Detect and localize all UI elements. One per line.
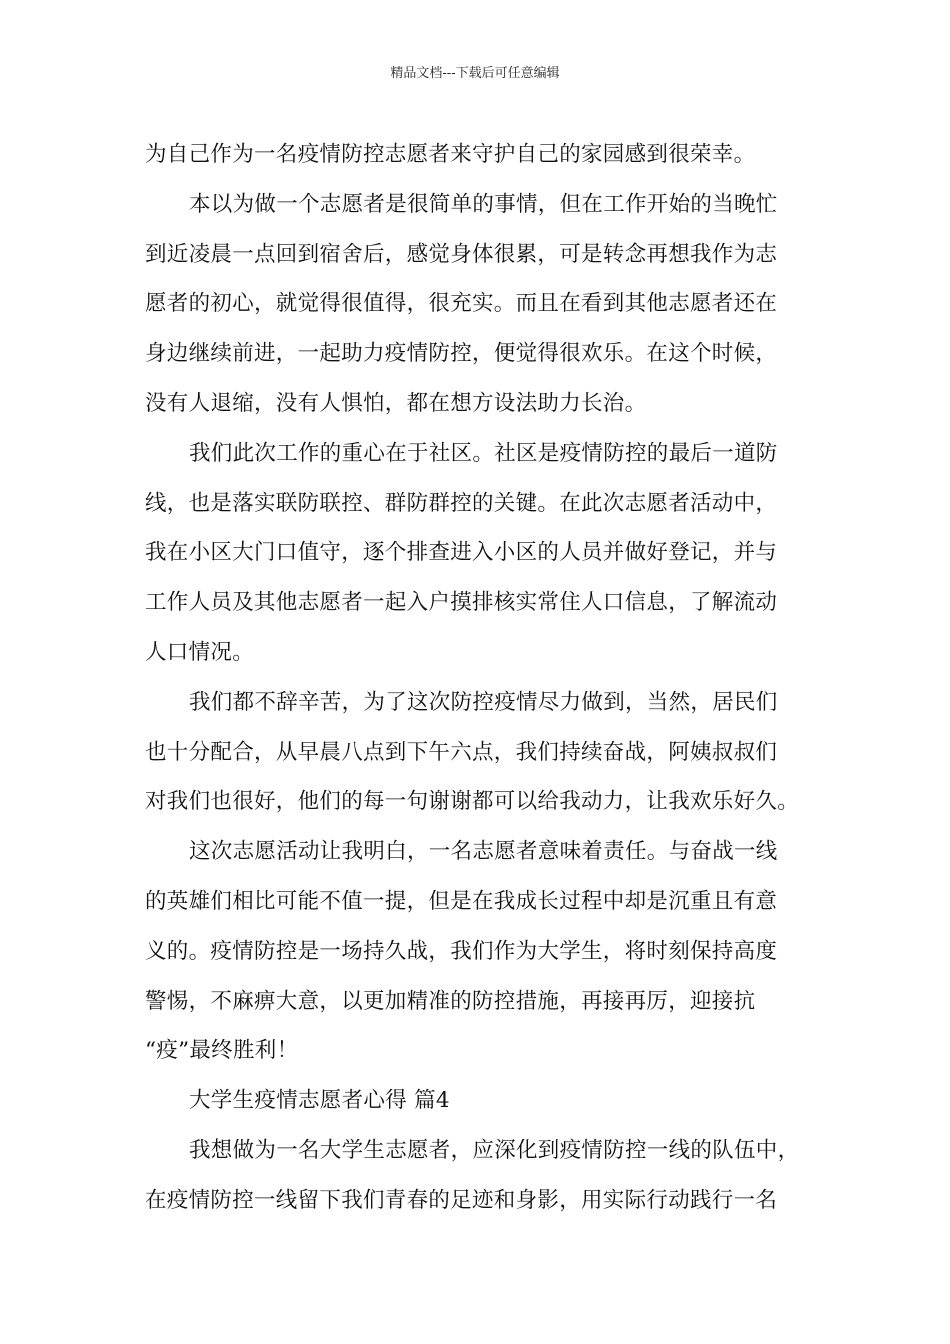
text-line: 我在小区大门口值守，逐个排查进入小区的人员并做好登记，并与 — [145, 540, 778, 566]
text-line: 没有人退缩，没有人惧怕，都在想方设法助力长治。 — [145, 390, 647, 416]
text-line: 线，也是落实联防联控、群防群控的关键。在此次志愿者活动中， — [145, 490, 778, 516]
text-line: 警惕，不麻痹大意，以更加精准的防控措施，再接再厉，迎接抗 — [145, 988, 756, 1014]
text-line: 也十分配合，从早晨八点到下午六点，我们持续奋战，阿姨叔叔们 — [145, 739, 778, 765]
text-line: 这次志愿活动让我明白，一名志愿者意味着责任。与奋战一线 — [189, 839, 778, 865]
text-line: 人口情况。 — [145, 639, 255, 665]
text-line: 对我们也很好，他们的每一句谢谢都可以给我动力，让我欢乐好久。 — [145, 789, 800, 815]
text-line: 愿者的初心，就觉得很值得，很充实。而且在看到其他志愿者还在 — [145, 291, 778, 317]
text-line: 我想做为一名大学生志愿者，应深化到疫情防控一线的队伍中， — [189, 1137, 800, 1163]
text-line: 为自己作为一名疫情防控志愿者来守护自己的家园感到很荣幸。 — [145, 142, 756, 167]
page-header: 精品文档---下载后可任意编辑 — [390, 66, 560, 81]
text-line: 义的。疫情防控是一场持久战，我们作为大学生，将时刻保持高度 — [145, 938, 778, 964]
text-line: “疫”最终胜利！ — [145, 1038, 299, 1064]
document-body — [145, 130, 825, 1226]
section-heading: 大学生疫情志愿者心得 篇4 — [189, 1088, 450, 1114]
text-line: 到近凌晨一点回到宿舍后，感觉身体很累，可是转念再想我作为志 — [145, 241, 778, 267]
text-line: 在疫情防控一线留下我们青春的足迹和身影，用实际行动践行一名 — [145, 1187, 778, 1213]
text-line: 工作人员及其他志愿者一起入户摸排核实常住人口信息，了解流动 — [145, 590, 778, 616]
text-line: 我们此次工作的重心在于社区。社区是疫情防控的最后一道防 — [189, 440, 778, 466]
text-line: 身边继续前进，一起助力疫情防控，便觉得很欢乐。在这个时候， — [145, 341, 778, 367]
text-line: 我们都不辞辛苦，为了这次防控疫情尽力做到，当然，居民们 — [189, 689, 778, 715]
text-line: 本以为做一个志愿者是很简单的事情，但在工作开始的当晚忙 — [189, 191, 778, 217]
text-line: 的英雄们相比可能不值一提，但是在我成长过程中却是沉重且有意 — [145, 888, 778, 914]
